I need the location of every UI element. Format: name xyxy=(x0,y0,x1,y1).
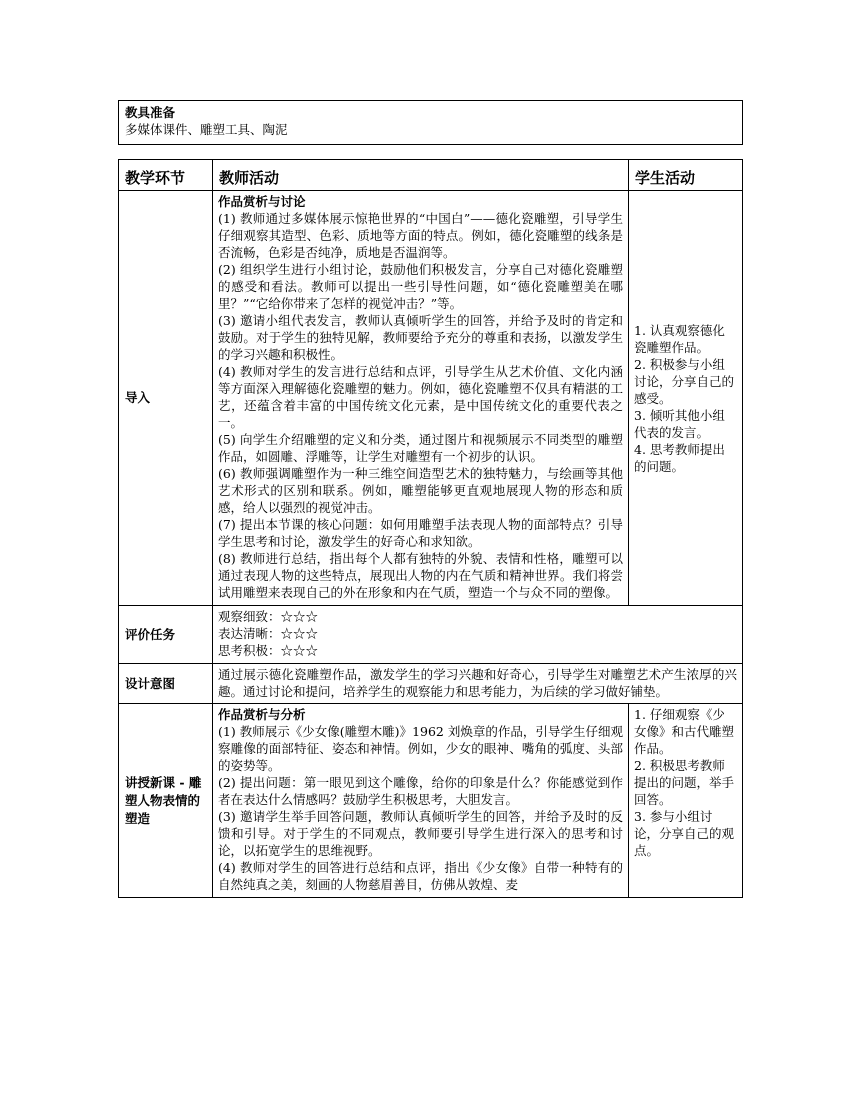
intro-student-item: 3. 倾听其他小组代表的发言。 xyxy=(634,407,725,440)
evaluation-cell xyxy=(213,606,743,664)
intro-student-cell xyxy=(629,191,743,606)
intro-paragraph: (8) 教师进行总结，指出每个人都有独特的外貌、表情和性格，雕塑可以通过表现人物的这些特点，展现出人物的内在气质和精神世界。我们将尝试用雕塑来表现自己的外在形象和内在气质，塑造一个与众不同的塑像。 xyxy=(218,551,623,600)
spacer-row xyxy=(119,145,743,160)
intro-paragraph: (7) 提出本节课的核心问题：如何用雕塑手法表现人物的面部特点？引导学生思考和讨论，激发学生的好奇心和求知欲。 xyxy=(218,517,623,549)
lesson-student-item: 3. 参与小组讨论，分享自己的观点。 xyxy=(634,809,735,858)
spacer-cell xyxy=(119,145,743,160)
header-student: 学生活动 xyxy=(629,160,743,191)
intro-teacher-cell xyxy=(213,191,629,606)
preparation-row xyxy=(119,101,743,145)
header-stage: 教学环节 xyxy=(119,160,213,191)
intro-paragraph: (1) 教师通过多媒体展示惊艳世界的“中国白”——德化瓷雕塑，引导学生仔细观察其造型、色彩、质地等方面的特点。例如，德化瓷雕塑的线条是否流畅，色彩是否纯净，质地是否温润等。 xyxy=(218,211,623,260)
lesson-paragraph: (1) 教师展示《少女像(雕塑木雕)》1962 刘焕章的作品，引导学生仔细观察雕像的面部特征、姿态和神情。例如，少女的眼神、嘴角的弧度、头部的姿势等。 xyxy=(218,724,623,773)
design-stage: 设计意图 xyxy=(119,664,213,704)
lesson-paragraph: (4) 教师对学生的回答进行总结和点评，指出《少女像》自带一种特有的自然纯真之美，刻画的人物慈眉善目，仿佛从敦煌、麦 xyxy=(218,860,623,892)
intro-student-item: 4. 思考教师提出的问题。 xyxy=(634,441,725,474)
lesson-row xyxy=(119,704,743,898)
lesson-plan-sheet xyxy=(118,100,742,898)
header-teacher: 教师活动 xyxy=(213,160,629,191)
lesson-paragraph: (3) 邀请学生举手回答问题，教师认真倾听学生的回答，并给予及时的反馈和引导。对于学生的不同观点，教师要引导学生进行深入的思考和讨论，以拓宽学生的思维视野。 xyxy=(218,809,623,858)
intro-stage: 导入 xyxy=(119,191,213,606)
intro-paragraph: (4) 教师对学生的发言进行总结和点评，引导学生从艺术价值、文化内涵等方面深入理解德化瓷雕塑的魅力。例如，德化瓷雕塑不仅具有精湛的工艺，还蕴含着丰富的中国传统文化元素，是中国传统文化的重要代表之一。 xyxy=(218,364,623,430)
evaluation-stage: 评价任务 xyxy=(119,606,213,664)
evaluation-line: 观察细致：☆☆☆ xyxy=(218,609,319,624)
lesson-teacher-title: 作品赏析与分析 xyxy=(218,707,306,722)
intro-teacher-title: 作品赏析与讨论 xyxy=(218,194,306,209)
lesson-student-cell xyxy=(629,704,743,898)
intro-paragraph: (5) 向学生介绍雕塑的定义和分类，通过图片和视频展示不同类型的雕塑作品，如圆雕、浮雕等，让学生对雕塑有一个初步的认识。 xyxy=(218,432,623,464)
lesson-stage: 讲授新课 - 雕塑人物表情的塑造 xyxy=(119,704,213,898)
intro-paragraph: (6) 教师强调雕塑作为一种三维空间造型艺术的独特魅力，与绘画等其他艺术形式的区别和联系。例如，雕塑能够更直观地展现人物的形态和质感，给人以强烈的视觉冲击。 xyxy=(218,466,623,515)
design-content: 通过展示德化瓷雕塑作品，激发学生的学习兴趣和好奇心，引导学生对雕塑艺术产生浓厚的兴趣。通过讨论和提问，培养学生的观察能力和思考能力，为后续的学习做好铺垫。 xyxy=(213,664,743,704)
preparation-title: 教具准备 xyxy=(125,105,176,120)
lesson-student-item: 1. 仔细观察《少女像》和古代雕塑作品。 xyxy=(634,707,735,756)
evaluation-line: 思考积极：☆☆☆ xyxy=(218,643,319,658)
lesson-plan-table xyxy=(118,100,743,898)
evaluation-line: 表达清晰：☆☆☆ xyxy=(218,626,319,641)
design-row xyxy=(119,664,743,704)
preparation-cell xyxy=(119,101,743,145)
intro-student-item: 1. 认真观察德化瓷雕塑作品。 xyxy=(634,322,725,355)
evaluation-row xyxy=(119,606,743,664)
intro-row xyxy=(119,191,743,606)
lesson-teacher-content xyxy=(218,706,623,893)
lesson-paragraph: (2) 提出问题：第一眼见到这个雕像，给你的印象是什么？你能感觉到作者在表达什么情感吗？鼓励学生积极思考，大胆发言。 xyxy=(218,775,623,807)
preparation-content: 多媒体课件、雕塑工具、陶泥 xyxy=(125,122,288,137)
lesson-teacher-cell xyxy=(213,704,629,898)
lesson-student-item: 2. 积极思考教师提出的问题，举手回答。 xyxy=(634,758,735,807)
intro-student-item: 2. 积极参与小组讨论，分享自己的感受。 xyxy=(634,356,735,406)
intro-paragraph: (2) 组织学生进行小组讨论，鼓励他们积极发言，分享自己对德化瓷雕塑的感受和看法。教师可以提出一些引导性问题，如“德化瓷雕塑美在哪里？”“它给你带来了怎样的视觉冲击？”等。 xyxy=(218,262,623,311)
header-row xyxy=(119,160,743,191)
intro-paragraph: (3) 邀请小组代表发言，教师认真倾听学生的回答，并给予及时的肯定和鼓励。对于学生的独特见解，教师要给予充分的尊重和表扬，以激发学生的学习兴趣和积极性。 xyxy=(218,313,623,362)
